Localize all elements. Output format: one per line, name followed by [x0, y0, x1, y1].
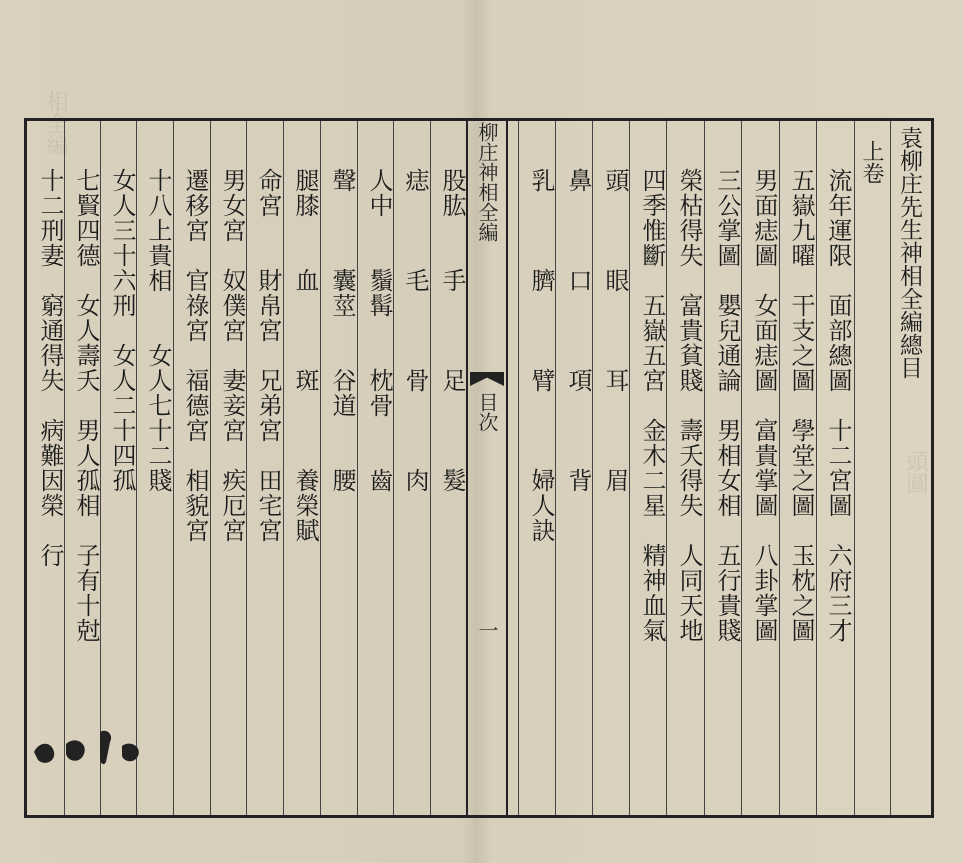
toc-column-2: 五嶽九曜 干支之圖 學堂之圖 玉枕之圖 [787, 168, 815, 643]
toc-column-19: 女人三十六刑 女人二十四孤 [108, 168, 136, 493]
column-rule [136, 121, 137, 815]
toc-column-15: 命宮 財帛宮 兄弟宮 田宅宮 [254, 168, 282, 543]
volume-label: 上卷 [859, 140, 884, 184]
column-rule [518, 121, 519, 815]
column-rule [816, 121, 817, 815]
toc-column-20: 七賢四德 女人壽夭 男人孤相 子有十尅 [72, 168, 100, 643]
toc-column-12: 人中 鬚髯 枕骨 齒 [365, 168, 393, 493]
column-rule [64, 121, 65, 815]
toc-column-21: 十二刑妻 窮通得失 病難因榮 行 [36, 168, 64, 568]
center-page-number: 一 [475, 620, 499, 640]
toc-column-5: 榮枯得失 富貴貧賤 壽夭得失 人同天地 [675, 168, 703, 643]
column-rule [393, 121, 394, 815]
toc-column-9: 乳 臍 臂 婦人訣 [527, 168, 555, 543]
book-title: 袁柳庄先生神相全編總目 [896, 126, 922, 379]
toc-column-11: 痣 毛 骨 肉 [401, 168, 429, 493]
column-rule [890, 121, 891, 815]
toc-column-7: 頭 眼 耳 眉 [601, 168, 629, 493]
toc-column-16: 男女宮 奴僕宮 妻妾宮 疾厄宮 [218, 168, 246, 543]
column-rule [100, 121, 101, 815]
column-rule [666, 121, 667, 815]
toc-column-1: 流年運限 面部總圖 十二宮圖 六府三才 [824, 168, 852, 643]
toc-column-3: 男面痣圖 女面痣圖 富貴掌圖 八卦掌圖 [750, 168, 778, 643]
column-rule [592, 121, 593, 815]
ink-flourish-mark [30, 722, 150, 768]
toc-column-14: 腿膝 血 斑 養榮賦 [291, 168, 319, 543]
column-rule [320, 121, 321, 815]
column-rule [629, 121, 630, 815]
center-book-title: 柳庄神相全編 [475, 122, 499, 242]
center-section-label: 目次 [475, 392, 499, 432]
column-rule [779, 121, 780, 815]
toc-column-17: 遷移宮 官祿宮 福德宮 相貌宮 [181, 168, 209, 543]
toc-column-6: 四季惟斷 五嶽五宮 金木二星 精神血氣 [638, 168, 666, 643]
column-rule [173, 121, 174, 815]
toc-column-8: 鼻 口 項 背 [564, 168, 592, 493]
column-rule [704, 121, 705, 815]
column-rule [357, 121, 358, 815]
toc-column-13: 聲 囊莖 谷道 腰 [328, 168, 356, 493]
toc-column-4: 三公掌圖 嬰兒通論 男相女相 五行貴賤 [713, 168, 741, 643]
column-rule [555, 121, 556, 815]
column-rule [246, 121, 247, 815]
column-rule [430, 121, 431, 815]
toc-column-10: 股肱 手 足 髮 [438, 168, 466, 493]
column-rule [283, 121, 284, 815]
toc-column-18: 十八上貴相 女人七十二賤 [144, 168, 172, 493]
column-rule [741, 121, 742, 815]
book-page-spread: 相全編 頭圓 袁柳庄先生神相全編總目 上卷 流年運限 面部總圖 十二宮圖 六府三才 五嶽九曜 干支之圖 學堂之圖 玉枕之圖 男面痣圖 女面痣圖 富貴掌圖 八卦掌圖 三公掌圖 嬰兒通論 男相女相 五行貴賤 榮枯得失 富貴貧賤 壽夭得失 人同天地 四季惟斷 五嶽五宮 金木二星 精神血氣 頭 眼 耳 眉 鼻 口 項 背 乳 臍 臂 婦人訣 柳庄神相全編 目次 一 股肱 手 足 髮 痣 毛 骨 肉 人中 鬚髯 枕骨 齒 聲 囊莖 谷道 腰 腿膝 血 斑 養榮賦 命宮 財帛宮 兄弟宮 田宅宮 男女宮 奴僕宮 妻妾宮 疾厄宮 遷移宮 官祿宮 福德宮 相貌宮 十八上貴相 女人七十二賤 女人三十六刑 女人二十四孤 七賢四德 女人壽夭 男人孤相 子有十尅 十二刑妻 窮通得失 病難因榮 行 [0, 0, 963, 863]
column-rule [210, 121, 211, 815]
column-rule [854, 121, 855, 815]
